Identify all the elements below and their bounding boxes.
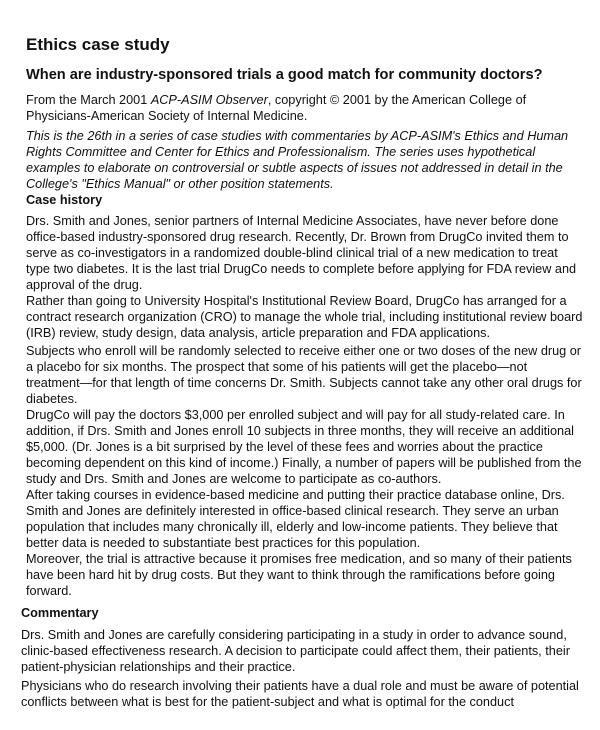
source-credit-post: , copyright © 2001 by the American College of Physicians-American Society of Internal Medicine. <box>26 93 527 123</box>
case-history-paragraph-1: Drs. Smith and Jones, senior partners of Internal Medicine Associates, have never before done office-based industry-sponsored drug research. Recently, Dr. Brown from DrugCo invited them to serve as co-investigators in a randomized double-blind clinical trial of a new medication to treat type two diabetes. It is the last trial DrugCo needs to complete before applying for FDA review and approval of the drug. <box>26 214 577 292</box>
commentary-heading: Commentary <box>21 606 99 620</box>
case-history-paragraph-6: Moreover, the trial is attractive because it promises free medication, and so many of their patients have been hard hit by drug costs. But they want to think through the ramifications before going forward. <box>26 552 572 598</box>
source-credit-pre: From the March 2001 <box>26 93 151 107</box>
commentary-paragraph-2: Physicians who do research involving their patients have a dual role and must be aware of potential conflicts between what is best for the patient-subject and what is optimal for the conduct <box>21 679 579 709</box>
page-title: Ethics case study <box>26 35 170 54</box>
case-history-heading: Case history <box>26 193 103 207</box>
commentary-paragraph-1: Drs. Smith and Jones are carefully considering participating in a study in order to advance sound, clinic-based effectiveness research. A decision to participate could affect them, their patients, their patient-physician relationships and their practice. <box>21 628 570 674</box>
source-publication: ACP-ASIM Observer <box>150 93 268 107</box>
series-note: This is the 26th in a series of case studies with commentaries by ACP-ASIM's Ethics and Human Rights Committee and Center for Ethics and Professionalism. The series uses hypothetical examples to elaborate on controversial or subtle aspects of issues not addressed in detail in the College's "Ethics Manual" or other position statements. <box>26 129 569 191</box>
article-subtitle: When are industry-sponsored trials a good match for community doctors? <box>26 67 543 83</box>
source-credit <box>26 92 584 124</box>
case-history-paragraph-4: DrugCo will pay the doctors $3,000 per enrolled subject and will pay for all study-related care. In addition, if Drs. Smith and Jones enroll 10 subjects in three months, they will receive an additional $5,000. (Dr. Jones is a bit surprised by the level of these fees and worries about the practice becoming dependent on this kind of income.) Finally, a number of papers will be published from the study and Drs. Smith and Jones are welcome to participate as co-authors. <box>26 408 582 486</box>
case-history-paragraph-3: Subjects who enroll will be randomly selected to receive either one or two doses of the new drug or a placebo for six months. The prospect that some of his patients will get the placebo—not treatment—for that length of time concerns Dr. Smith. Subjects cannot take any other oral drugs for diabetes. <box>26 344 582 406</box>
case-history-paragraph-2: Rather than going to University Hospital's Institutional Review Board, DrugCo has arranged for a contract research organization (CRO) to manage the whole trial, including institutional review board (IRB) review, study design, data analysis, article preparation and FDA applications. <box>26 294 583 340</box>
case-history-paragraph-5: After taking courses in evidence-based medicine and putting their practice database online, Drs. Smith and Jones are definitely interested in office-based clinical research. They serve an urban population that includes many chronically ill, elderly and low-income patients. They believe that better data is needed to substantiate best practices for this population. <box>26 488 565 550</box>
